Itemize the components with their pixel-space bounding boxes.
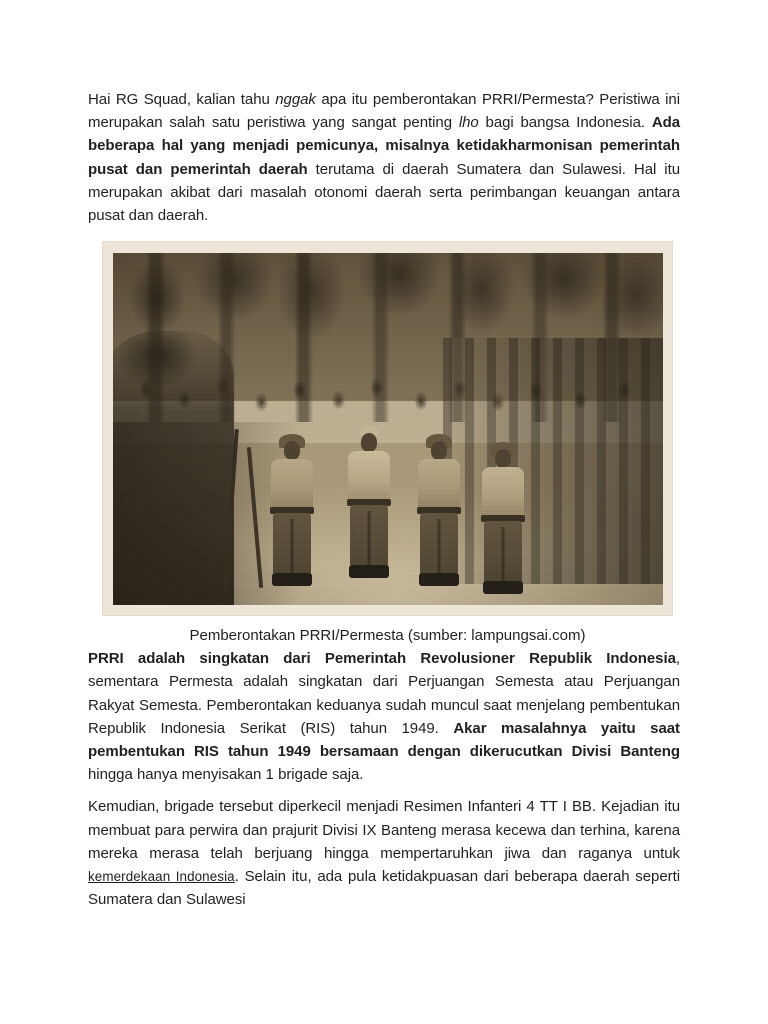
p2-run-2: , sementara Permesta adalah singkatan dari Perjuangan Semesta atau Perjuangan Rakyat Semesta. Pemberontakan keduanya sudah muncul saat menjelang pembentukan Republik Indonesia Serikat (RIS) tahun 1949. — [88, 650, 680, 737]
photo-frame — [102, 241, 673, 616]
paragraph-background — [88, 795, 680, 911]
link-kemerdekaan-indonesia[interactable]: kemerdekaan Indonesia — [88, 869, 235, 885]
p2-bold-akar-masalah: Akar masalahnya yaitu saat pembentukan RIS tahun 1949 bersamaan dengan dikerucutkan Divisi Banteng — [88, 719, 680, 761]
photo-scene — [113, 253, 663, 605]
p2-bold-prri: PRRI adalah singkatan dari Pemerintah Revolusioner Republik Indonesia — [88, 650, 676, 668]
figure-caption: Pemberontakan PRRI/Permesta (sumber: lampungsai.com) — [189, 627, 586, 645]
p1-run-5: bagi bangsa Indonesia. — [478, 114, 652, 132]
p3-run-3: . Selain itu, ada pula ketidakpuasan dari beberapa daerah seperti Sumatera dan Sulawesi — [88, 868, 680, 909]
photo-prri-permesta — [113, 253, 663, 605]
p3-run-1: Kemudian, brigade tersebut diperkecil menjadi Resimen Infanteri 4 TT I BB. Kejadian itu membuat para perwira dan prajurit Divisi IX Banteng merasa kecewa dan terhina, karena mereka merasa telah berjuang hingga mempertaruhkan jiwa dan raganya untuk — [88, 798, 680, 862]
p1-bold-pemicu: Ada beberapa hal yang menjadi pemicunya, misalnya ketidakharmonisan pemerintah pusat dan pemerintah daerah — [88, 114, 680, 178]
document-content — [88, 88, 680, 911]
p2-run-4: hingga hanya menyisakan 1 brigade saja. — [88, 766, 364, 784]
figure-prri-permesta — [102, 241, 673, 647]
paragraph-intro — [88, 88, 680, 227]
p1-run-1: Hai RG Squad, kalian tahu — [88, 91, 276, 108]
p1-italic-lho: lho — [458, 114, 479, 132]
paragraph-definition — [88, 647, 680, 786]
p1-run-7: terutama di daerah Sumatera dan Sulawesi. Hal itu merupakan akibat dari masalah otonomi daerah serta perimbangan keuangan antara pusat dan daerah. — [88, 160, 680, 225]
p1-italic-nggak: nggak — [275, 91, 316, 108]
vignette-overlay — [113, 253, 663, 605]
p1-run-3: apa itu pemberontakan PRRI/Permesta? Peristiwa ini merupakan salah satu peristiwa yang sangat penting — [88, 91, 680, 132]
